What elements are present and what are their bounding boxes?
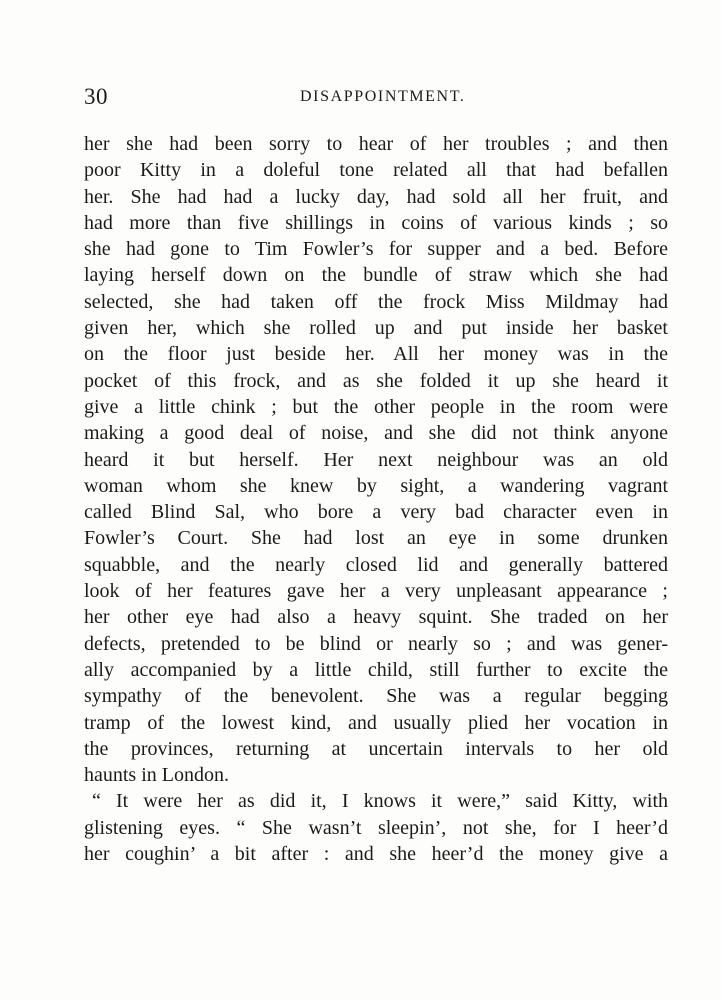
text-line: tramp of the lowest kind, and usually plied her vocation in bbox=[84, 711, 668, 734]
text-line: her. She had had a lucky day, had sold all her fruit, and bbox=[84, 185, 668, 208]
text-line: had more than five shillings in coins of various kinds ; so bbox=[84, 211, 668, 234]
running-head bbox=[80, 84, 670, 114]
body-text bbox=[84, 131, 668, 867]
text-line: Fowler’s Court. She had lost an eye in some drunken bbox=[84, 527, 668, 550]
text-line: glistening eyes. “ She wasn’t sleepin’, not she, for I heer’d bbox=[84, 816, 668, 839]
text-line: on the floor just beside her. All her money was in the bbox=[84, 343, 668, 366]
text-line: woman whom she knew by sight, a wandering vagrant bbox=[84, 474, 668, 497]
text-line: squabble, and the nearly closed lid and generally battered bbox=[84, 553, 668, 576]
text-line: given her, which she rolled up and put inside her basket bbox=[84, 317, 668, 340]
text-line: the provinces, returning at uncertain intervals to her old bbox=[84, 737, 668, 760]
text-line: making a good deal of noise, and she did not think anyone bbox=[84, 422, 668, 445]
text-line: heard it but herself. Her next neighbour was an old bbox=[84, 448, 668, 471]
page-number: 30 bbox=[84, 84, 108, 109]
text-line: her coughin’ a bit after : and she heer’d the money give a bbox=[84, 843, 668, 866]
text-line: pocket of this frock, and as she folded it up she heard it bbox=[84, 369, 668, 392]
text-line: selected, she had taken off the frock Miss Mildmay had bbox=[84, 290, 668, 313]
text-line: give a little chink ; but the other people in the room were bbox=[84, 395, 668, 418]
text-line: ally accompanied by a little child, still further to excite the bbox=[84, 658, 668, 681]
text-line: haunts in London. bbox=[84, 764, 229, 787]
text-line: defects, pretended to be blind or nearly so ; and was gener- bbox=[84, 632, 668, 655]
text-line: laying herself down on the bundle of straw which she had bbox=[84, 264, 668, 287]
text-line: “ It were her as did it, I knows it were,” said Kitty, with bbox=[92, 790, 668, 813]
text-line: poor Kitty in a doleful tone related all that had befallen bbox=[84, 159, 668, 182]
text-line: called Blind Sal, who bore a very bad character even in bbox=[84, 501, 668, 524]
chapter-title: DISAPPOINTMENT. bbox=[300, 88, 466, 105]
paragraph-2 bbox=[84, 788, 668, 867]
text-line: her other eye had also a heavy squint. She traded on her bbox=[84, 606, 668, 629]
text-line: her she had been sorry to hear of her troubles ; and then bbox=[84, 133, 668, 155]
text-line: she had gone to Tim Fowler’s for supper and a bed. Before bbox=[84, 238, 668, 261]
paragraph-1 bbox=[84, 131, 668, 788]
text-line: look of her features gave her a very unpleasant appearance ; bbox=[84, 580, 668, 603]
text-line: sympathy of the benevolent. She was a regular begging bbox=[84, 685, 668, 708]
